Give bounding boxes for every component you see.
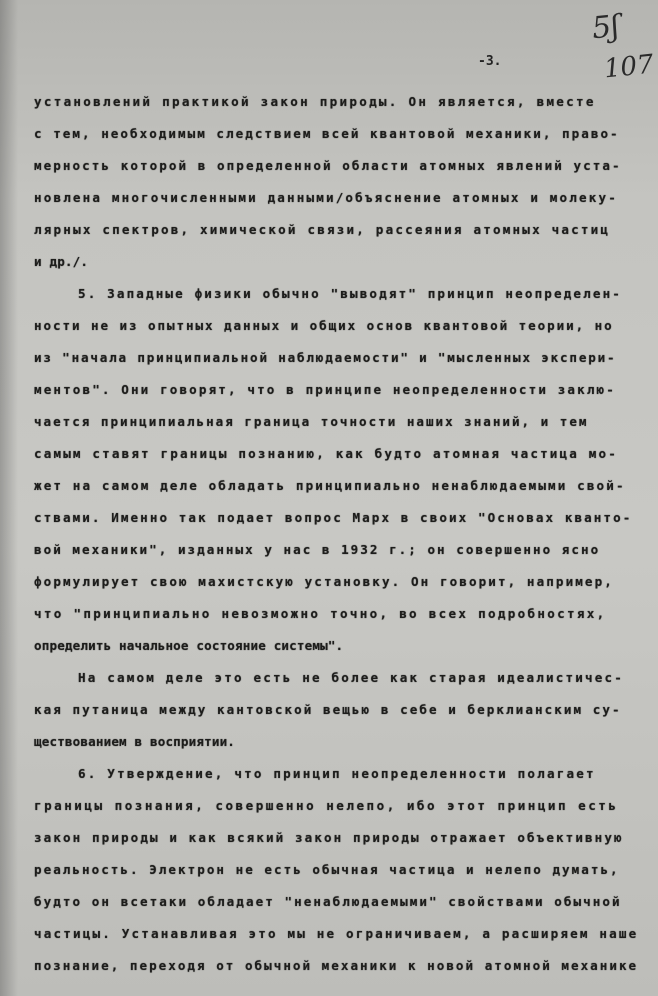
text-line: формулирует свою махистскую установку. Он говорит, например,	[34, 574, 614, 589]
archive-folio-mark-2: 107	[602, 49, 656, 85]
text-line: жет на самом деле обладать принципиально ненаблюдаемыми свой-	[34, 478, 626, 493]
text-line: ществованием в восприятии.	[34, 734, 236, 749]
text-line: познание, переходя от обычной механики к новой атомной механике	[34, 958, 639, 973]
text-line: определить начальное состояние системы".	[34, 638, 344, 653]
text-line: закон природы и как всякий закон природы отражает объективную	[34, 830, 624, 845]
text-line: кая путаница между кантовской вещью в себе и берклианским су-	[34, 702, 622, 717]
text-line: границы познания, совершенно нелепо, ибо этот принцип есть	[34, 798, 619, 813]
text-line: и др./.	[34, 254, 89, 269]
text-line: частицы. Устанавливая это мы не ограничиваем, а расширяем наше	[34, 926, 639, 941]
text-line: будто он всетаки обладает "ненаблюдаемыми" свойствами обычной	[34, 894, 622, 909]
text-line: чается принципиальная граница точности наших знаний, и тем	[34, 414, 589, 429]
text-line: лярных спектров, химической связи, рассеяния атомных частиц	[34, 222, 611, 237]
text-line: 5. Западные физики обычно "выводят" принцип неопределен-	[78, 286, 622, 301]
text-line: На самом деле это есть не более как старая идеалистичес-	[78, 670, 624, 685]
text-line: из "начала принципиальной наблюдаемости" и "мысленных экспери-	[34, 350, 617, 365]
text-line: реальность. Электрон не есть обычная частица и нелепо думать,	[34, 862, 620, 877]
text-line: 6. Утверждение, что принцип неопределенности полагает	[78, 766, 596, 781]
text-line: мерность которой в определенной области атомных явлений уста-	[34, 158, 622, 173]
text-line: с тем, необходимым следствием всей квантовой механики, право-	[34, 126, 620, 141]
page-number: -3.	[478, 54, 502, 69]
text-line: вой механики", изданных у нас в 1932 г.; он совершенно ясно	[34, 542, 601, 557]
text-line: что "принципиально невозможно точно, во всех подробностях,	[34, 606, 607, 621]
text-line: ментов". Они говорят, что в принципе неопределенности заклю-	[34, 382, 616, 397]
text-line: новлена многочисленными данными/объяснение атомных и молеку-	[34, 190, 618, 205]
text-line: самым ставят границы познанию, как будто атомная частица мо-	[34, 446, 618, 461]
text-line: ствами. Именно так подает вопрос Марх в своих "Основах кванто-	[34, 510, 633, 525]
text-line: установлений практикой закон природы. Он является, вместе	[34, 94, 596, 109]
archive-folio-mark-1: 5ʃ	[590, 8, 621, 47]
page-edge-shadow	[0, 0, 18, 996]
text-line: ности не из опытных данных и общих основ квантовой теории, но	[34, 318, 614, 333]
